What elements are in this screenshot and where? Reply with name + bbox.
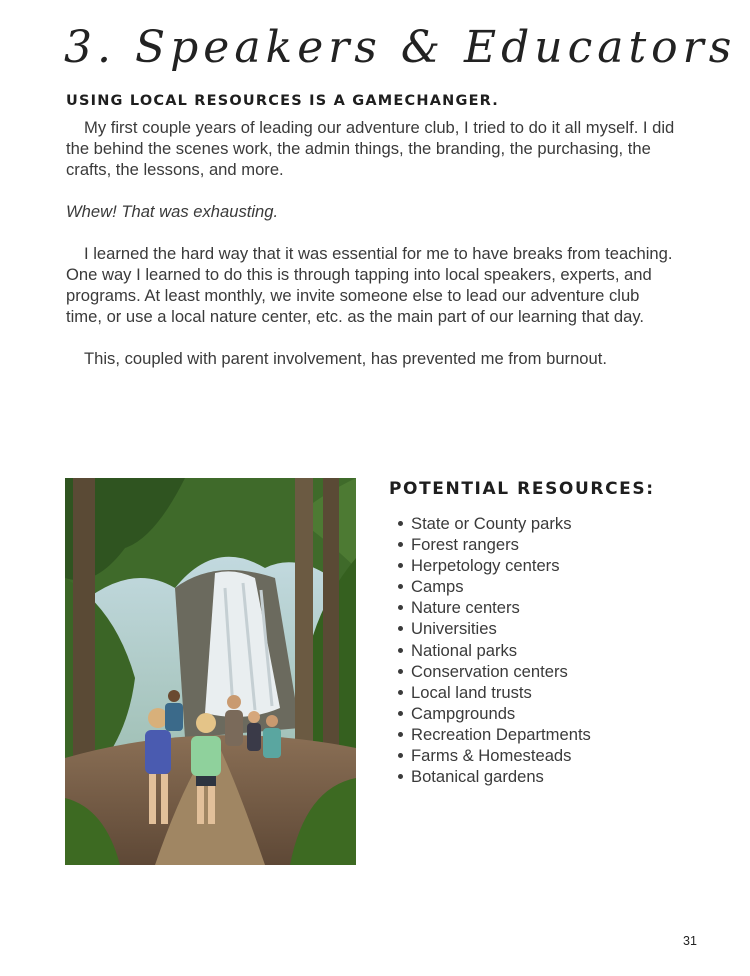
- paragraph-italic: Whew! That was exhausting.: [66, 202, 279, 221]
- list-item: Recreation Departments: [389, 724, 591, 745]
- waterfall-photo: [65, 478, 356, 865]
- list-item: National parks: [389, 640, 591, 661]
- list-item: Herpetology centers: [389, 555, 591, 576]
- page-title: 3. Speakers & Educators: [64, 22, 737, 73]
- resources-heading: POTENTIAL RESOURCES:: [389, 479, 655, 499]
- paragraph: I learned the hard way that it was essential for me to have breaks from teaching. One way I learned to do this is through tapping into local speakers, experts, and programs. At least monthly, we invite someone else to lead our adventure club time, or use a local nature center, etc. as the main part of our learning that day.: [66, 244, 673, 326]
- body-text: [66, 117, 676, 390]
- list-item: Universities: [389, 618, 591, 639]
- list-item: Conservation centers: [389, 661, 591, 682]
- list-item: Farms & Homesteads: [389, 745, 591, 766]
- paragraph: This, coupled with parent involvement, has prevented me from burnout.: [84, 349, 607, 368]
- list-item: Campgrounds: [389, 703, 591, 724]
- list-item: Local land trusts: [389, 682, 591, 703]
- page-number: 31: [683, 934, 697, 948]
- list-item: Botanical gardens: [389, 766, 591, 787]
- list-item: State or County parks: [389, 513, 591, 534]
- resources-list: [389, 513, 591, 787]
- section-subheading: USING LOCAL RESOURCES IS A GAMECHANGER.: [66, 93, 500, 109]
- paragraph: My first couple years of leading our adventure club, I tried to do it all myself. I did the behind the scenes work, the admin things, the branding, the purchasing, the crafts, the lessons, and more.: [66, 118, 675, 179]
- list-item: Nature centers: [389, 597, 591, 618]
- list-item: Camps: [389, 576, 591, 597]
- list-item: Forest rangers: [389, 534, 591, 555]
